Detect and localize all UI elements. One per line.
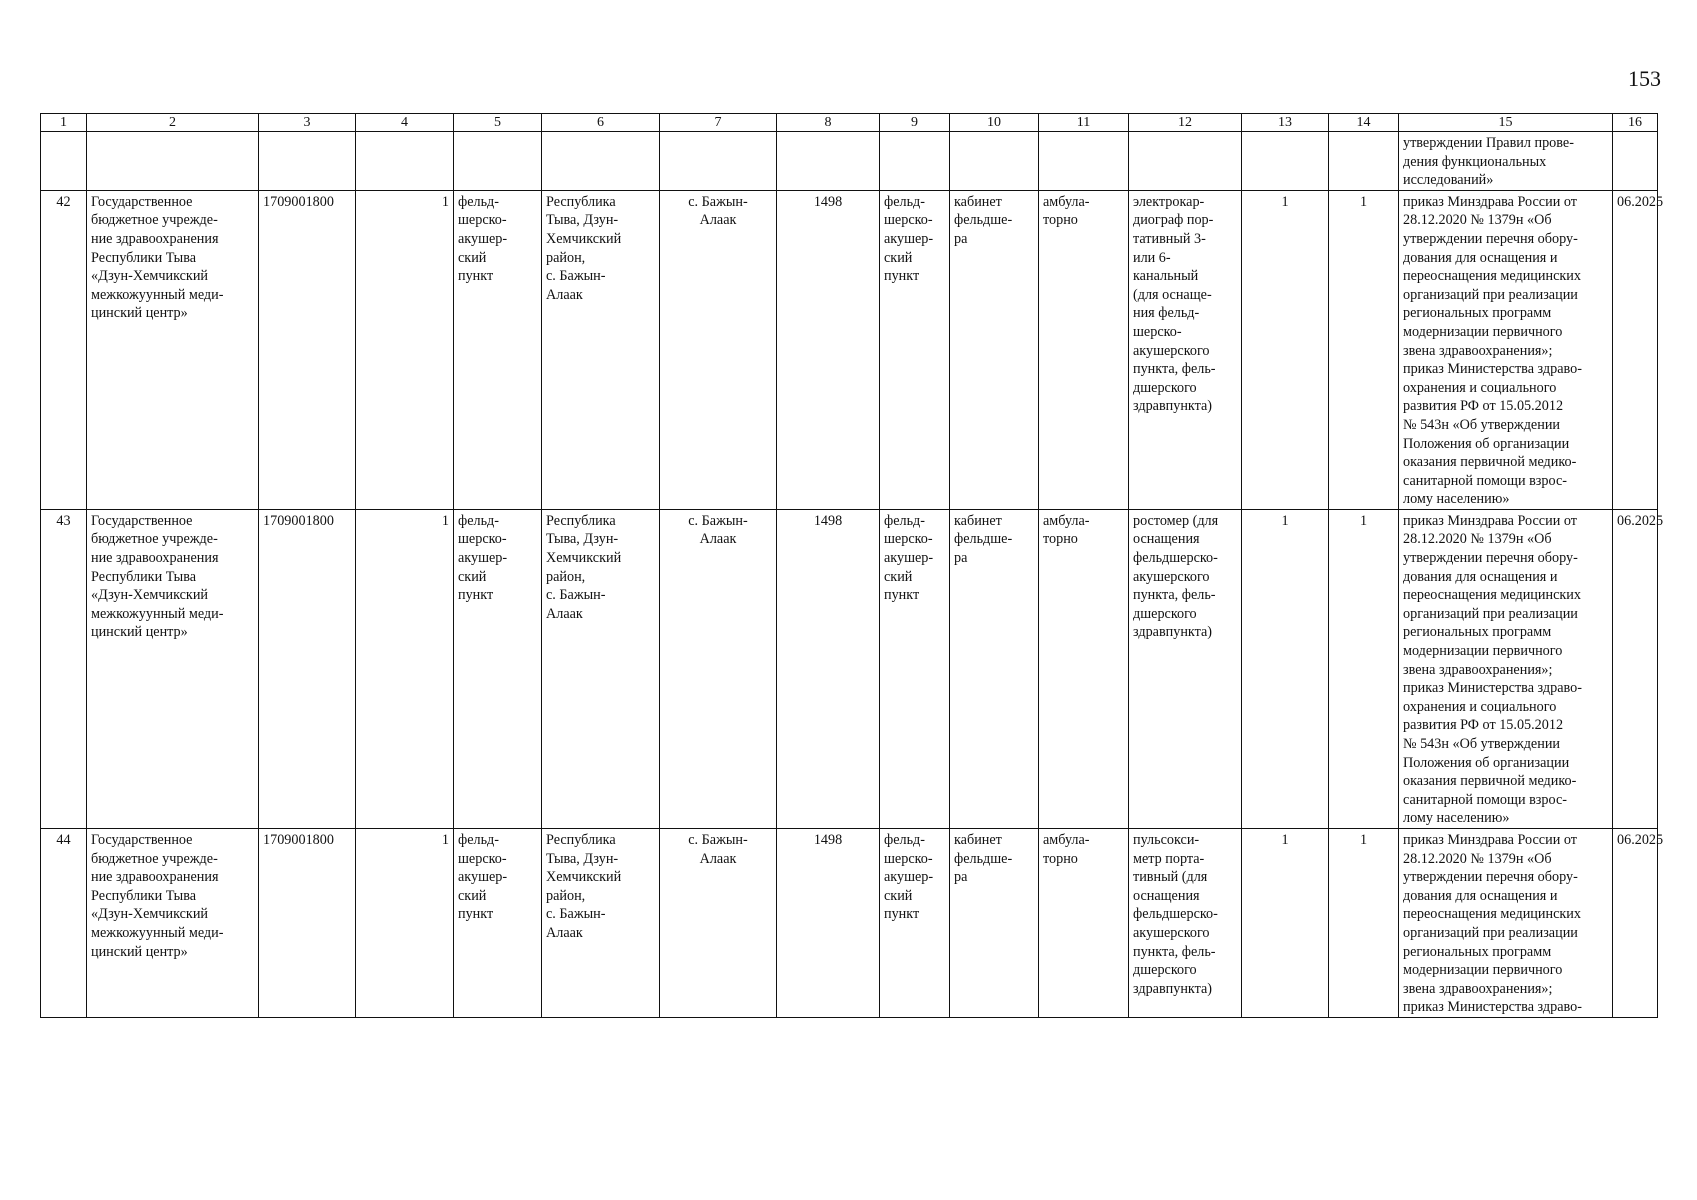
cell <box>356 132 454 191</box>
room-cell: кабинет фельдше- ра <box>950 190 1039 509</box>
col-number: 5 <box>454 114 542 132</box>
table-row <box>41 509 1658 828</box>
address-cell: Республика Тыва, Дзун- Хемчикский район, с. Бажын- Алаак <box>542 828 660 1017</box>
cell <box>1329 132 1399 191</box>
col-number: 6 <box>542 114 660 132</box>
quantity-cell: 1 <box>1329 828 1399 1017</box>
cell <box>777 132 880 191</box>
room-cell: кабинет фельдше- ра <box>950 828 1039 1017</box>
page-number: 153 <box>1628 66 1661 91</box>
cell <box>1242 132 1329 191</box>
equipment-cell: электрокар- диограф пор- тативный 3- или 6- канальный (для оснаще- ния фельд- шерско- акушерского пункта, фель- дшерского здравпункта) <box>1129 190 1242 509</box>
cell <box>660 132 777 191</box>
col-number: 14 <box>1329 114 1399 132</box>
subdivision-type-cell: фельд- шерско- акушер- ский пункт <box>454 190 542 509</box>
col-number: 1 <box>41 114 87 132</box>
unit-type-cell: фельд- шерско- акушер- ский пункт <box>880 509 950 828</box>
count-cell: 1 <box>356 828 454 1017</box>
col-number: 9 <box>880 114 950 132</box>
settlement-cell: с. Бажын- Алаак <box>660 190 777 509</box>
inn-cell: 1709001800 <box>259 828 356 1017</box>
cell <box>542 132 660 191</box>
col-number: 10 <box>950 114 1039 132</box>
date-cell: 06.2025 <box>1613 190 1658 509</box>
count-cell: 1 <box>356 190 454 509</box>
settlement-cell: с. Бажын- Алаак <box>660 509 777 828</box>
row-number: 43 <box>41 509 87 828</box>
care-form-cell: амбула- торно <box>1039 190 1129 509</box>
unit-type-cell: фельд- шерско- акушер- ский пункт <box>880 828 950 1017</box>
quantity-cell: 1 <box>1242 509 1329 828</box>
subdivision-type-cell: фельд- шерско- акушер- ский пункт <box>454 509 542 828</box>
inn-cell: 1709001800 <box>259 190 356 509</box>
subdivision-type-cell: фельд- шерско- акушер- ский пункт <box>454 828 542 1017</box>
table-row <box>41 190 1658 509</box>
care-form-cell: амбула- торно <box>1039 509 1129 828</box>
population-cell: 1498 <box>777 190 880 509</box>
col-number: 13 <box>1242 114 1329 132</box>
cell <box>880 132 950 191</box>
col-number: 16 <box>1613 114 1658 132</box>
cell <box>259 132 356 191</box>
col-number: 7 <box>660 114 777 132</box>
cell <box>1129 132 1242 191</box>
quantity-cell: 1 <box>1329 509 1399 828</box>
row-number: 42 <box>41 190 87 509</box>
col-number: 11 <box>1039 114 1129 132</box>
register-table <box>40 113 1664 1018</box>
legal-basis-cell: утверждении Правил прове- дения функциональных исследований» <box>1399 132 1613 191</box>
cell <box>41 132 87 191</box>
cell <box>950 132 1039 191</box>
equipment-cell: ростомер (для оснащения фельдшерско- акушерского пункта, фель- дшерского здравпункта) <box>1129 509 1242 828</box>
col-number: 15 <box>1399 114 1613 132</box>
count-cell: 1 <box>356 509 454 828</box>
room-cell: кабинет фельдше- ра <box>950 509 1039 828</box>
col-number: 8 <box>777 114 880 132</box>
col-number: 4 <box>356 114 454 132</box>
address-cell: Республика Тыва, Дзун- Хемчикский район, с. Бажын- Алаак <box>542 190 660 509</box>
col-number: 2 <box>87 114 259 132</box>
organization-cell: Государственное бюджетное учрежде- ние здравоохранения Республики Тыва «Дзун-Хемчикский межкожуунный меди- цинский центр» <box>87 828 259 1017</box>
cell <box>1039 132 1129 191</box>
unit-type-cell: фельд- шерско- акушер- ский пункт <box>880 190 950 509</box>
col-number: 12 <box>1129 114 1242 132</box>
carry-over-row <box>41 132 1658 191</box>
settlement-cell: с. Бажын- Алаак <box>660 828 777 1017</box>
date-cell: 06.2025 <box>1613 509 1658 828</box>
legal-basis-cell: приказ Минздрава России от 28.12.2020 № 1379н «Об утверждении перечня обору- дования для оснащения и переоснащения медицинских организаций при реализации региональных программ модернизации первичного звена здравоохранения»; приказ Министерства здраво- <box>1399 828 1613 1017</box>
cell <box>454 132 542 191</box>
organization-cell: Государственное бюджетное учрежде- ние здравоохранения Республики Тыва «Дзун-Хемчикский межкожуунный меди- цинский центр» <box>87 509 259 828</box>
cell <box>87 132 259 191</box>
cell <box>1613 132 1658 191</box>
row-number: 44 <box>41 828 87 1017</box>
equipment-cell: пульсокси- метр порта- тивный (для оснащения фельдшерско- акушерского пункта, фель- дшерского здравпункта) <box>1129 828 1242 1017</box>
quantity-cell: 1 <box>1242 828 1329 1017</box>
legal-basis-cell: приказ Минздрава России от 28.12.2020 № 1379н «Об утверждении перечня обору- дования для оснащения и переоснащения медицинских организаций при реализации региональных программ модернизации первичного звена здравоохранения»; приказ Министерства здраво- охранения и социального развития РФ от 15.05.2012 № 543н «Об утверждении Положения об организации оказания первичной медико- санитарной помощи взрос- лому населению» <box>1399 190 1613 509</box>
column-number-row <box>41 114 1658 132</box>
quantity-cell: 1 <box>1329 190 1399 509</box>
address-cell: Республика Тыва, Дзун- Хемчикский район, с. Бажын- Алаак <box>542 509 660 828</box>
care-form-cell: амбула- торно <box>1039 828 1129 1017</box>
inn-cell: 1709001800 <box>259 509 356 828</box>
table-row <box>41 828 1658 1017</box>
col-number: 3 <box>259 114 356 132</box>
date-cell: 06.2025 <box>1613 828 1658 1017</box>
organization-cell: Государственное бюджетное учрежде- ние здравоохранения Республики Тыва «Дзун-Хемчикский межкожуунный меди- цинский центр» <box>87 190 259 509</box>
legal-basis-cell: приказ Минздрава России от 28.12.2020 № 1379н «Об утверждении перечня обору- дования для оснащения и переоснащения медицинских организаций при реализации региональных программ модернизации первичного звена здравоохранения»; приказ Министерства здраво- охранения и социального развития РФ от 15.05.2012 № 543н «Об утверждении Положения об организации оказания первичной медико- санитарной помощи взрос- лому населению» <box>1399 509 1613 828</box>
quantity-cell: 1 <box>1242 190 1329 509</box>
population-cell: 1498 <box>777 828 880 1017</box>
population-cell: 1498 <box>777 509 880 828</box>
